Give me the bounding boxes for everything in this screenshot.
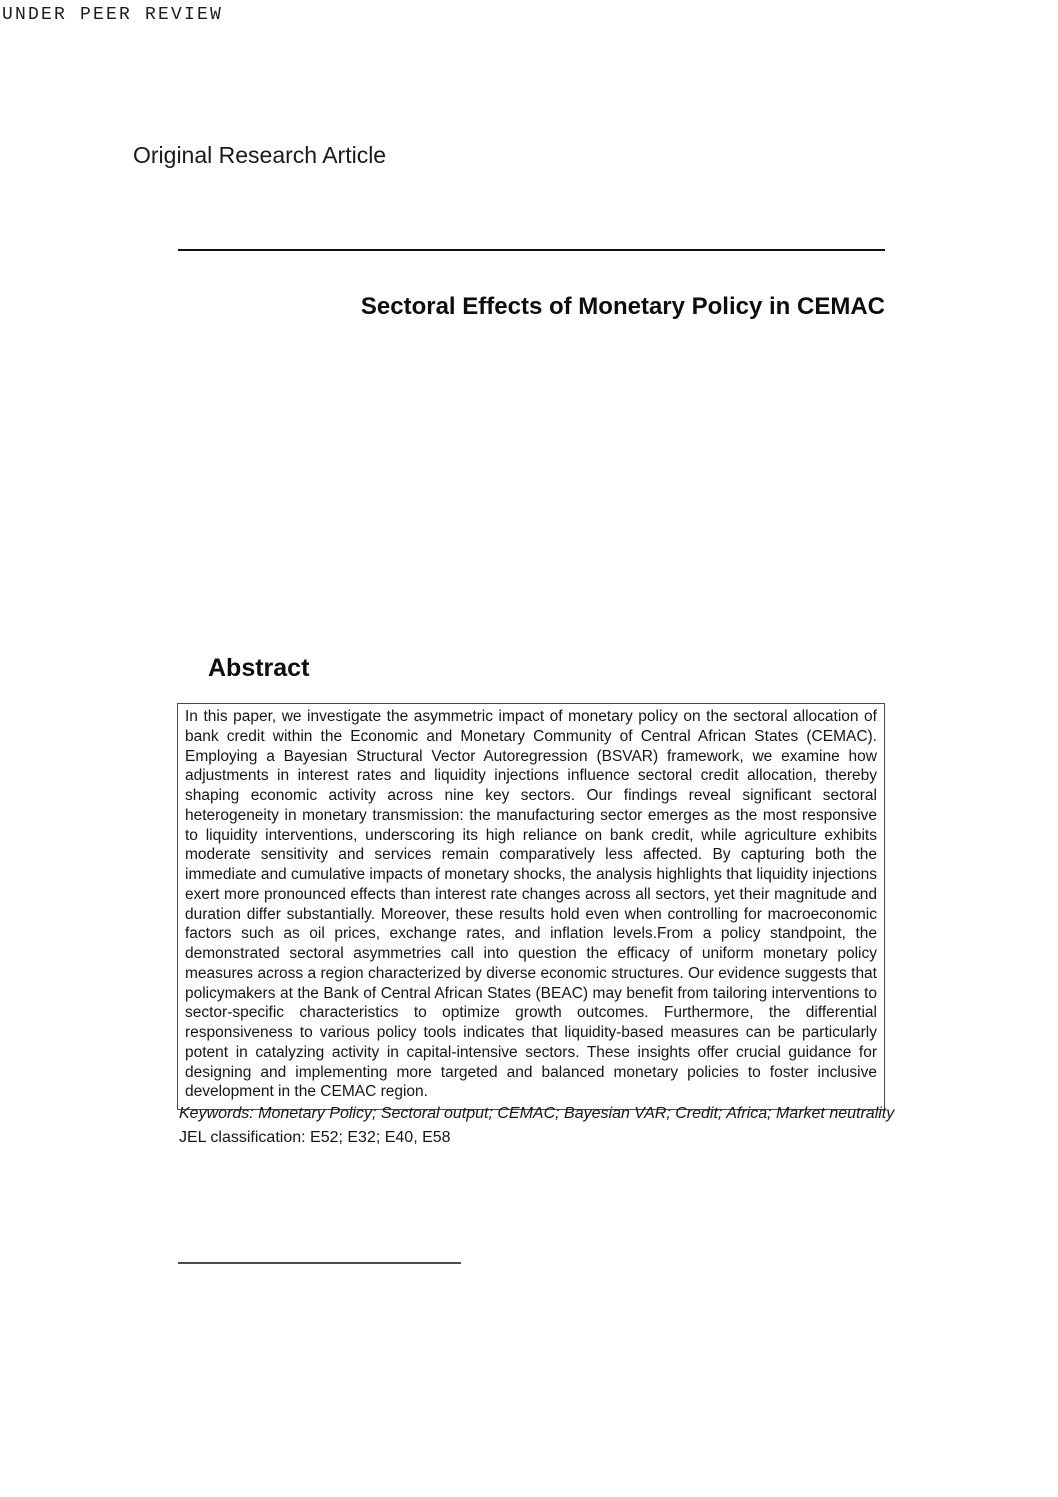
peer-review-watermark: UNDER PEER REVIEW: [2, 5, 224, 25]
abstract-box: [177, 703, 885, 1110]
paper-title: Sectoral Effects of Monetary Policy in CEMAC: [360, 293, 885, 320]
jel-classification-line: JEL classification: E52; E32; E40, E58: [179, 1129, 451, 1146]
article-type-label: Original Research Article: [133, 142, 387, 168]
keywords-line: Keywords: Monetary Policy; Sectoral output; CEMAC; Bayesian VAR; Credit; Africa; Market neutrality: [179, 1105, 895, 1122]
abstract-text: In this paper, we investigate the asymmetric impact of monetary policy on the sectoral allocation of bank credit within the Economic and Monetary Community of Central African States (CEMAC). Employing a Bayesian Structural Vector Autoregression (BSVAR) framework, we examine how adjustments in interest rates and liquidity injections influence sectoral credit allocation, thereby shaping economic activity across nine key sectors. Our findings reveal significant sectoral heterogeneity in monetary transmission: the manufacturing sector emerges as the most responsive to liquidity interventions, underscoring its high reliance on bank credit, while agriculture exhibits moderate sensitivity and services remain comparatively less affected. By capturing both the immediate and cumulative impacts of monetary shocks, the analysis highlights that liquidity injections exert more pronounced effects than interest rate changes across all sectors, yet their magnitude and duration differ substantially. Moreover, these results hold even when controlling for macroeconomic factors such as oil prices, exchange rates, and inflation levels.From a policy standpoint, the demonstrated sectoral asymmetries call into question the efficacy of uniform monetary policy measures across a region characterized by diverse economic structures. Our evidence suggests that policymakers at the Bank of Central African States (BEAC) may benefit from tailoring interventions to sector-specific characteristics to optimize growth outcomes. Furthermore, the differential responsiveness to various policy tools indicates that liquidity-based measures can be particularly potent in catalyzing activity in capital-intensive sectors. These insights offer crucial guidance for designing and implementing more targeted and balanced monetary policies to foster inclusive development in the CEMAC region.: [185, 708, 877, 1101]
title-divider-rule: [178, 249, 885, 251]
abstract-heading: Abstract: [208, 654, 310, 682]
footnote-rule: [178, 1262, 461, 1264]
